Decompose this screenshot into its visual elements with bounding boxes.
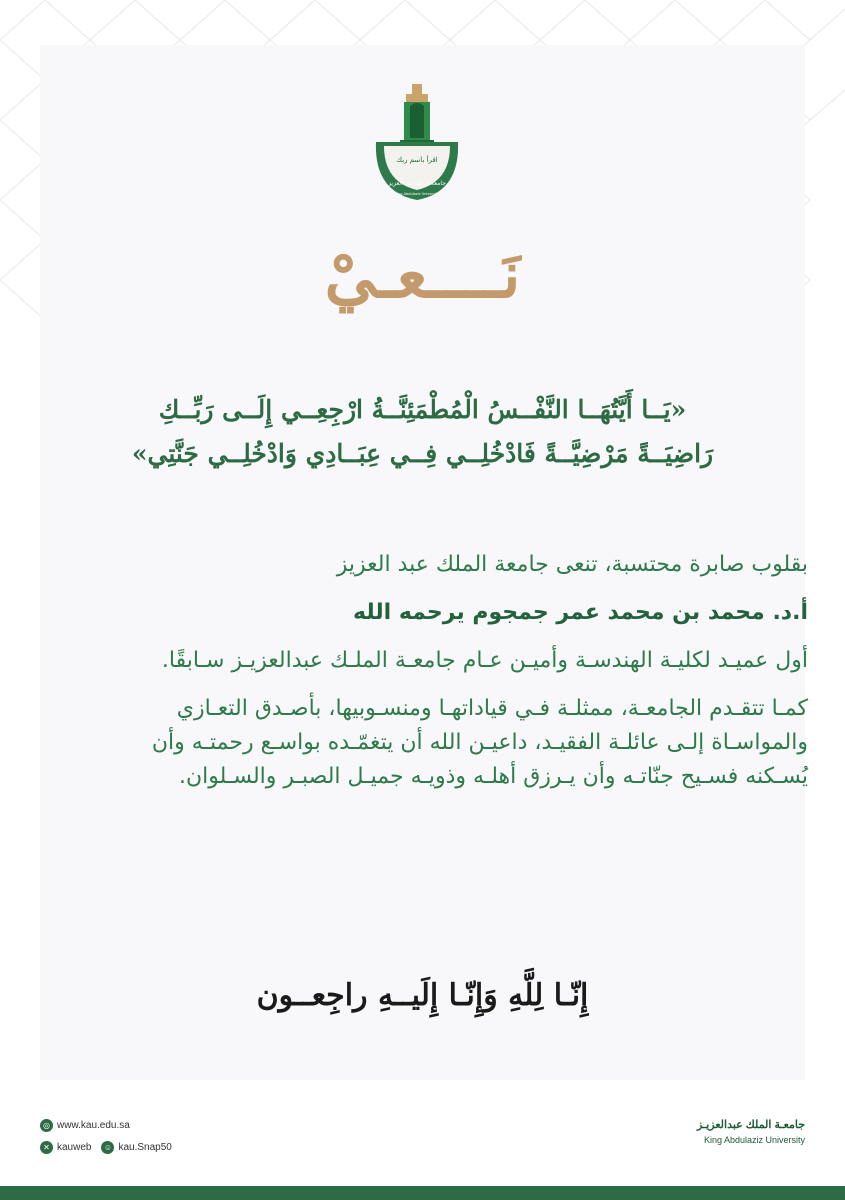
footer-name-en: King Abdulaziz University <box>703 1135 805 1145</box>
page-title: نَــــعـيْ <box>324 238 521 313</box>
x-icon: ✕ <box>40 1141 53 1154</box>
footer-name-ar: جامعـة الملك عبدالعزيـز <box>696 1119 805 1131</box>
verse-line-2: رَاضِيَــةً مَرْضِيَّــةً فَادْخُلِــي فِــي عِبَــادِي وَادْخُلِــي جَنَّتِي» <box>131 439 714 468</box>
footer-contacts <box>40 1114 172 1158</box>
snap-handle[interactable]: kau.Snap50 <box>118 1141 172 1153</box>
svg-text:King Abdulaziz University: King Abdulaziz University <box>394 192 440 196</box>
x-handle[interactable]: kauweb <box>57 1141 92 1153</box>
snapchat-icon: ☺ <box>101 1141 114 1154</box>
quran-verse <box>80 388 765 476</box>
svg-text:اقرأ باسم ربك: اقرأ باسم ربك <box>396 156 438 164</box>
bottom-bar <box>0 1186 845 1200</box>
verse-line-1: «يَــا أَيَّتُهَــا النَّفْــسُ الْمُطْمَئِنَّــةُ ارْجِعِــي إِلَــى رَبِّــكِ <box>158 395 687 424</box>
intro-paragraph: بقلوب صابرة محتسبة، تنعى جامعة الملك عبد العزيز <box>336 552 808 577</box>
globe-icon: ◎ <box>40 1119 53 1132</box>
footer-branding <box>697 1118 805 1145</box>
announcement-body <box>118 548 808 794</box>
website-row <box>40 1114 172 1136</box>
social-row <box>40 1136 172 1158</box>
university-logo <box>370 82 464 202</box>
condolence-paragraph: كمـا تتقـدم الجامعـة، ممثلـة فـي قياداتهـا ومنسـوبيها، بأصـدق التعـازي والمواسـاة إلـى عائلـة الفقيـد، داعيـن الله أن يتغمّـده بواسـع رحمتـه وأن يُسـكنه فسـيح جنّاتـه وأن يـرزق أهلـه وذويـه جميـل الصبـر والسـلوان. <box>151 696 808 789</box>
position-paragraph: أول عميـد لكليـة الهندسـة وأميـن عـام جامعـة الملـك عبدالعزيـز سـابقًا. <box>161 648 808 673</box>
closing-phrase: إِنّـا لِلَّهِ وَإِنّـا إِلَيــهِ راجِعــون <box>256 978 589 1013</box>
svg-text:جامعة الملك عبد العزيز: جامعة الملك عبد العزيز <box>388 180 446 187</box>
website-link[interactable]: www.kau.edu.sa <box>57 1119 130 1131</box>
deceased-name: أ.د. محمد بن محمد عمر جمجوم يرحمه الله <box>353 600 808 625</box>
